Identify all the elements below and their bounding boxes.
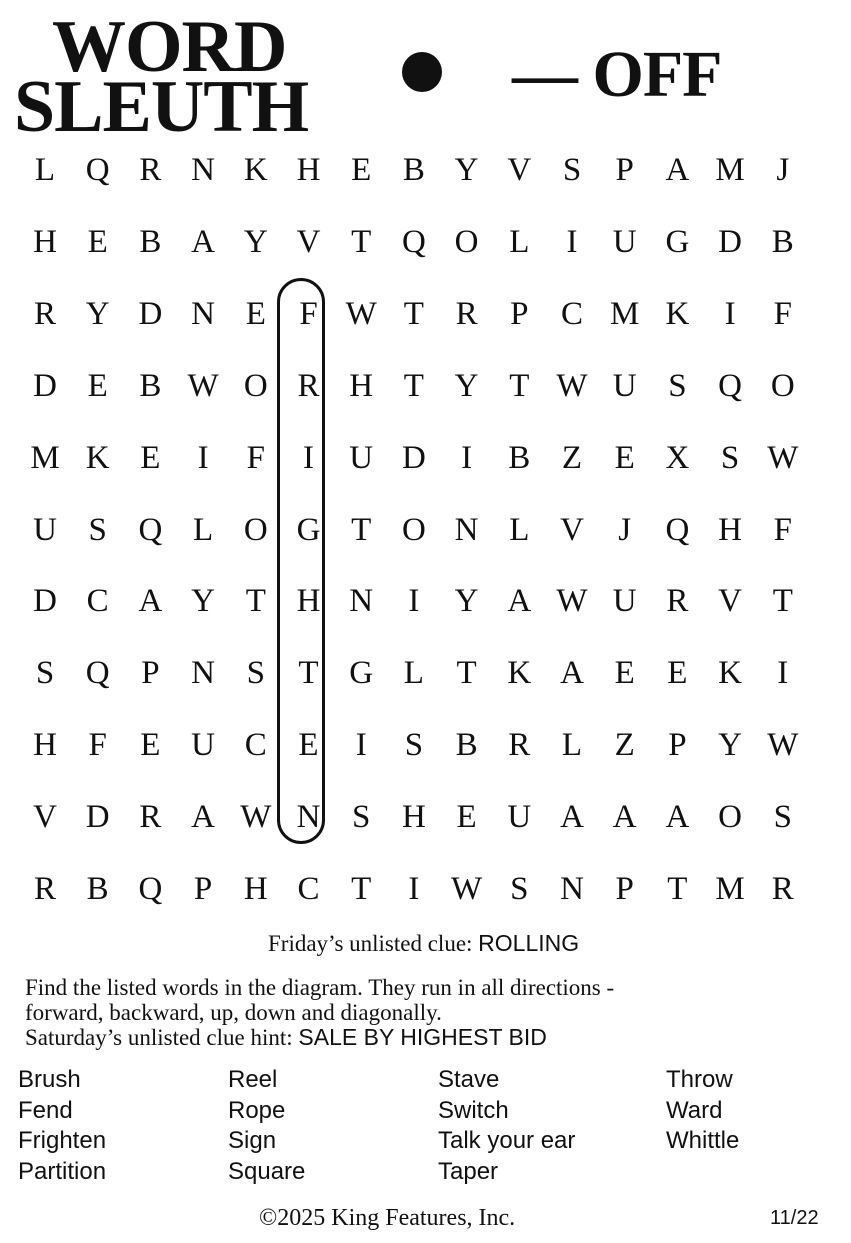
saturday-hint-label: Saturday’s unlisted clue hint: xyxy=(25,1025,299,1050)
grid-letter: S xyxy=(668,367,687,404)
grid-letter: Z xyxy=(614,727,635,764)
grid-letter: E xyxy=(245,295,266,332)
grid-letter: P xyxy=(141,655,160,692)
grid-letter: O xyxy=(770,367,795,404)
grid-letter: Y xyxy=(454,583,479,620)
grid-letter: A xyxy=(612,799,637,836)
grid-letter: F xyxy=(299,295,318,332)
grid-letter: T xyxy=(298,655,319,692)
grid-letter: T xyxy=(351,871,372,907)
grid-letter: H xyxy=(718,511,743,548)
grid-letter: U xyxy=(612,583,637,620)
grid-letter: T xyxy=(509,367,530,404)
grid-letter: T xyxy=(403,367,424,404)
grid-letter: E xyxy=(614,655,635,692)
grid-letter: J xyxy=(618,511,632,548)
grid-letter: Y xyxy=(85,295,110,332)
grid-letter: A xyxy=(138,583,163,620)
grid-letter: Q xyxy=(665,511,690,548)
grid-letter: E xyxy=(614,439,635,476)
grid-letter: G xyxy=(296,511,321,548)
grid-letter: E xyxy=(351,152,372,188)
grid-letter: L xyxy=(561,727,583,764)
grid-letter: W xyxy=(345,295,377,332)
grid-letter: Q xyxy=(138,511,163,548)
grid-letter: B xyxy=(455,727,478,764)
grid-letter: W xyxy=(767,727,799,764)
grid-letter: G xyxy=(665,223,690,260)
grid-letter: A xyxy=(507,583,532,620)
word-list-item: Frighten xyxy=(18,1127,107,1154)
word-list-item: Talk your ear xyxy=(438,1127,576,1154)
grid-letter: M xyxy=(610,295,640,332)
grid-letter: O xyxy=(243,367,268,404)
grid-letter: E xyxy=(456,799,477,836)
circled-answer xyxy=(277,278,325,844)
word-list-item: Ward xyxy=(666,1096,723,1124)
grid-letter: H xyxy=(296,152,321,188)
title-sleuth: SLEUTH xyxy=(14,66,309,148)
grid-letter: D xyxy=(85,799,110,836)
grid-letter: N xyxy=(296,799,321,836)
word-list-item: Switch xyxy=(438,1096,509,1124)
grid-letter: W xyxy=(767,439,799,476)
grid-letter: D xyxy=(718,223,743,260)
grid-letter: C xyxy=(560,295,583,332)
grid-letter: A xyxy=(560,799,584,836)
grid-letter: A xyxy=(665,152,690,188)
grid-letter: H xyxy=(349,367,374,404)
grid-letter: Z xyxy=(561,439,583,476)
puzzle-date: 11/22 xyxy=(770,1207,819,1229)
word-list-item: Sign xyxy=(228,1127,277,1154)
grid-letter: L xyxy=(403,655,424,692)
grid-letter: V xyxy=(507,152,532,188)
saturday-hint xyxy=(25,1025,614,1050)
grid-letter: W xyxy=(556,583,588,620)
grid-letter: I xyxy=(408,583,420,620)
instructions-line1: Find the listed words in the diagram. They run in all directions - xyxy=(25,975,615,1000)
grid-letter: E xyxy=(140,439,161,476)
grid-letter: R xyxy=(139,799,162,836)
word-list-item: Rope xyxy=(228,1096,286,1124)
copyright: ©2025 King Features, Inc. xyxy=(259,1205,516,1231)
friday-clue-label: Friday’s unlisted clue: xyxy=(268,931,479,956)
grid-letter: I xyxy=(197,439,209,476)
grid-letter: I xyxy=(355,727,367,764)
grid-letter: W xyxy=(556,367,588,404)
grid-letter: O xyxy=(401,511,426,548)
grid-letter: I xyxy=(408,871,420,907)
grid-letter: E xyxy=(298,727,319,764)
grid-letter: S xyxy=(510,871,529,907)
grid-letter: H xyxy=(243,871,268,907)
grid-letter: R xyxy=(455,295,478,332)
grid-letter: V xyxy=(296,223,321,260)
grid-letter: T xyxy=(245,583,266,620)
grid-letter: R xyxy=(297,367,320,404)
grid-letter: A xyxy=(191,223,216,260)
grid-letter: Y xyxy=(243,223,268,260)
grid-letter: R xyxy=(139,152,162,188)
grid-letter: E xyxy=(87,367,108,404)
grid-letter: K xyxy=(243,152,268,188)
grid-letter: G xyxy=(349,655,374,692)
grid-letter: Y xyxy=(454,152,479,188)
grid-letter: F xyxy=(246,439,265,476)
grid-letter: V xyxy=(560,511,584,548)
grid-letter: I xyxy=(566,223,578,260)
grid-letter: I xyxy=(724,295,736,332)
grid-letter: C xyxy=(244,727,267,764)
grid-letter: P xyxy=(668,727,687,764)
grid-letter: F xyxy=(88,727,107,764)
grid-letter: S xyxy=(35,655,55,692)
grid-letter: E xyxy=(667,655,688,692)
grid-letter: U xyxy=(33,511,57,548)
grid-letter: P xyxy=(193,871,213,907)
grid-letter: N xyxy=(191,152,216,188)
grid-letter: M xyxy=(715,871,745,907)
grid-letter: B xyxy=(86,871,109,907)
grid-letter: S xyxy=(246,655,265,692)
grid-letter: S xyxy=(404,727,424,764)
friday-clue-answer: ROLLING xyxy=(478,930,580,956)
grid-letter: D xyxy=(33,367,57,404)
grid-letter: V xyxy=(718,583,743,620)
word-list-item: Fend xyxy=(18,1096,73,1124)
grid-letter: P xyxy=(510,295,529,332)
grid-letter: Q xyxy=(718,367,743,404)
grid-letter: S xyxy=(720,439,740,476)
grid-letter: Q xyxy=(85,655,110,692)
grid-letter: O xyxy=(243,511,268,548)
grid-letter: A xyxy=(665,799,690,836)
grid-letter: A xyxy=(191,799,216,836)
grid-letter: L xyxy=(509,223,530,260)
grid-letter: W xyxy=(187,367,219,404)
grid-letter: R xyxy=(771,871,794,907)
grid-letter: W xyxy=(240,799,272,836)
grid-letter: E xyxy=(140,727,161,764)
grid-letter: R xyxy=(33,871,56,907)
grid-letter: T xyxy=(403,295,424,332)
grid-letter: L xyxy=(34,152,56,188)
grid-letter: H xyxy=(401,799,426,836)
word-list-item: Whittle xyxy=(666,1127,740,1154)
grid-letter: F xyxy=(773,295,792,332)
grid-letter: U xyxy=(349,439,374,476)
grid-letter: U xyxy=(507,799,532,836)
grid-letter: K xyxy=(507,655,532,692)
grid-letter: D xyxy=(33,583,57,620)
grid-letter: S xyxy=(352,799,371,836)
grid-letter: I xyxy=(303,439,314,476)
grid-letter: D xyxy=(138,295,163,332)
word-list-item: Brush xyxy=(18,1066,81,1093)
grid-letter: P xyxy=(615,152,634,188)
theme-word: — OFF xyxy=(512,38,722,111)
grid-letter: B xyxy=(771,223,794,260)
grid-letter: B xyxy=(139,367,162,404)
grid-letter: R xyxy=(33,295,56,332)
grid-letter: S xyxy=(562,152,582,188)
grid-letter: U xyxy=(612,367,637,404)
grid-letter: I xyxy=(461,439,473,476)
grid-letter: Q xyxy=(401,223,426,260)
grid-letter: W xyxy=(451,871,483,907)
word-list-column-4 xyxy=(666,1065,739,1157)
grid-letter: N xyxy=(560,871,584,907)
grid-letter: T xyxy=(351,223,372,260)
grid-letter: Y xyxy=(191,583,216,620)
grid-letter: D xyxy=(401,439,426,476)
grid-letter: L xyxy=(193,511,214,548)
word-list-item: Partition xyxy=(18,1157,107,1185)
grid-letter: H xyxy=(296,583,321,620)
grid-letter: Q xyxy=(85,152,110,188)
grid-letter: N xyxy=(349,583,374,620)
grid-letter: T xyxy=(667,871,688,907)
word-list-item: Reel xyxy=(228,1066,278,1093)
grid-letter: K xyxy=(85,439,110,476)
grid-letter: H xyxy=(33,727,57,764)
word-list-column-1 xyxy=(18,1065,106,1187)
grid-letter: B xyxy=(139,223,162,260)
word-list-item: Stave xyxy=(438,1066,500,1093)
grid-letter: S xyxy=(88,511,107,548)
word-list-column-2 xyxy=(228,1065,305,1187)
grid-letter: Q xyxy=(138,871,163,907)
word-list-item: Throw xyxy=(666,1066,733,1093)
grid-letter: C xyxy=(297,871,320,907)
grid-letter: K xyxy=(718,655,743,692)
word-list-column-3 xyxy=(438,1065,575,1187)
grid-letter: N xyxy=(454,511,479,548)
grid-letter: F xyxy=(773,511,792,548)
grid-letter: V xyxy=(33,799,57,836)
grid-letter: K xyxy=(665,295,690,332)
grid-letter: R xyxy=(508,727,531,764)
grid-letter: H xyxy=(33,223,57,260)
grid-letter: J xyxy=(776,152,790,188)
grid-letter: U xyxy=(612,223,637,260)
grid-letter: N xyxy=(191,655,216,692)
grid-letter: M xyxy=(715,152,745,188)
grid-letter: B xyxy=(508,439,531,476)
grid-letter: S xyxy=(773,799,792,836)
instructions-line2: forward, backward, up, down and diagonally. xyxy=(25,1000,442,1025)
grid-letter: N xyxy=(191,295,216,332)
grid-letter: O xyxy=(718,799,743,836)
grid-letter: U xyxy=(191,727,216,764)
grid-letter: R xyxy=(666,583,689,620)
friday-clue xyxy=(268,930,579,957)
grid-letter: L xyxy=(509,511,530,548)
grid-letter: B xyxy=(402,152,425,188)
saturday-hint-text: SALE BY HIGHEST BID xyxy=(298,1024,547,1050)
grid-letter: A xyxy=(560,655,584,692)
word-list-item: Taper xyxy=(438,1157,499,1185)
grid-letter: P xyxy=(615,871,634,907)
grid-letter: T xyxy=(772,583,793,620)
instructions xyxy=(25,975,614,1050)
grid-letter: T xyxy=(351,511,372,548)
word-list-item: Square xyxy=(228,1157,306,1185)
grid-letter: I xyxy=(777,655,789,692)
grid-letter: O xyxy=(454,223,479,260)
grid-letter: Y xyxy=(718,727,743,764)
grid-letter: X xyxy=(665,439,690,476)
grid-letter: C xyxy=(86,583,109,620)
grid-letter: M xyxy=(30,439,60,476)
grid-letter: E xyxy=(87,223,108,260)
grid-letter: T xyxy=(456,655,477,692)
title-word: WORD xyxy=(52,6,287,88)
grid-letter: Y xyxy=(454,367,479,404)
